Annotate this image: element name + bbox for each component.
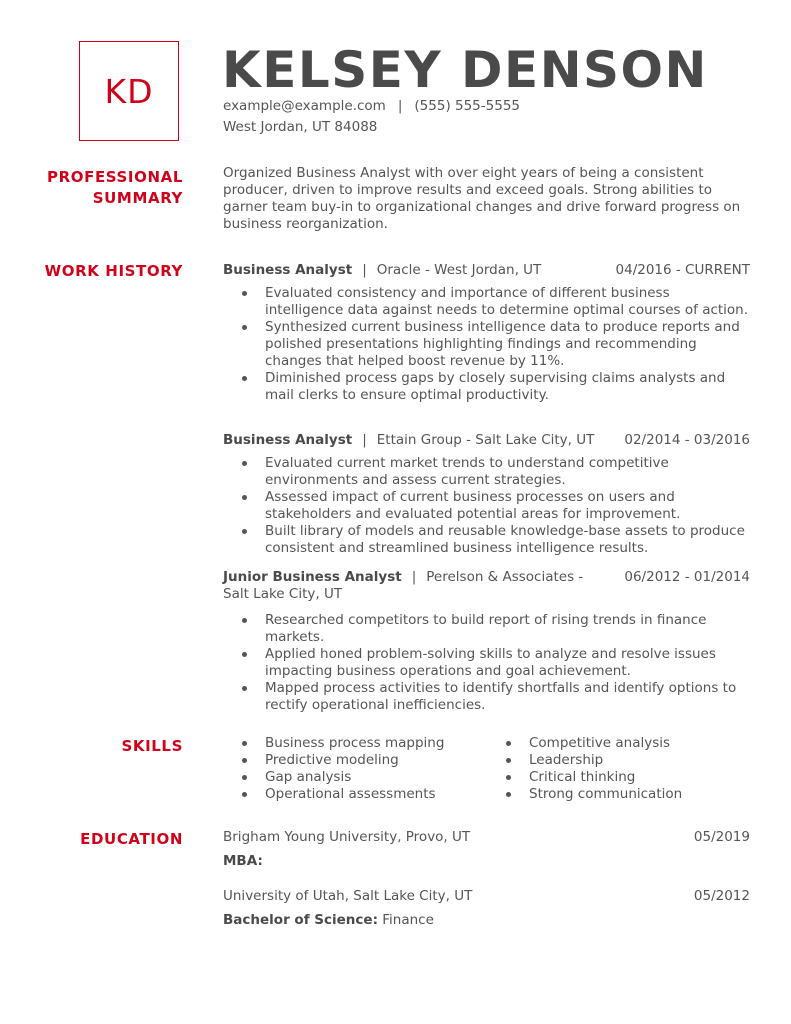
job-bullet: Diminished process gaps by closely supervising claims analysts and mail clerks to ensure optimal productivity. (223, 370, 750, 404)
contact-separator: | (397, 98, 403, 114)
education-field: Finance (382, 912, 434, 928)
education-degree-line (223, 912, 750, 929)
education-entry (223, 888, 750, 929)
candidate-name: KELSEY DENSON (222, 41, 708, 99)
job-header (223, 432, 750, 449)
education-degree: MBA (223, 853, 258, 869)
skill-item: Gap analysis (223, 769, 444, 786)
job-bullet: Synthesized current business intelligence data to produce reports and polished presentations highlighting findings and recommending changes that helped boost revenue by 11%. (223, 319, 750, 370)
job-separator: | (411, 569, 417, 585)
email[interactable]: example@example.com (223, 98, 386, 114)
education-school: Brigham Young University, Provo, UT (223, 829, 471, 845)
section-title-summary-line1: PROFESSIONAL (47, 168, 183, 186)
job-company: Oracle - West Jordan, UT (376, 262, 542, 278)
job-entry (223, 432, 750, 557)
job-title: Business Analyst (223, 262, 353, 278)
job-header (223, 569, 750, 603)
skill-item: Strong communication (487, 786, 682, 803)
address: West Jordan, UT 84088 (223, 119, 378, 135)
skills-column-1 (223, 735, 444, 803)
section-title-summary (30, 167, 183, 209)
job-header (223, 262, 750, 279)
job-dates: 04/2016 - CURRENT (615, 262, 750, 278)
job-separator: | (362, 432, 367, 448)
degree-colon: : (372, 912, 378, 928)
summary-text: Organized Business Analyst with over eight years of being a consistent producer, driven to improve results and exceed goals. Strong abilities to garner team buy-in to organizational changes and drive forward progress on business reorganization. (223, 165, 741, 232)
education-entry (223, 829, 750, 870)
education-header (223, 888, 750, 905)
skill-item: Leadership (487, 752, 682, 769)
section-title-education: EDUCATION (80, 830, 183, 848)
monogram-box (79, 41, 179, 141)
job-company: Ettain Group - Salt Lake City, UT (376, 432, 595, 448)
job-bullet: Researched competitors to build report of rising trends in finance markets. (223, 612, 750, 646)
skills-column-2 (487, 735, 682, 803)
job-title: Business Analyst (223, 432, 353, 448)
job-bullet: Applied honed problem-solving skills to analyze and resolve issues impacting business operations and goal achievement. (223, 646, 750, 680)
education-date: 05/2019 (693, 829, 750, 845)
job-dates: 02/2014 - 03/2016 (624, 432, 750, 448)
job-bullet: Assessed impact of current business processes on users and stakeholders and evaluated potential areas for improvement. (223, 489, 750, 523)
education-degree-line (223, 853, 750, 870)
job-dates: 06/2012 - 01/2014 (624, 569, 750, 585)
job-bullet: Built library of models and reusable knowledge-base assets to produce consistent and streamlined business intelligence results. (223, 523, 750, 557)
education-date: 05/2012 (693, 888, 750, 904)
phone[interactable]: (555) 555-5555 (414, 98, 520, 114)
skill-item: Predictive modeling (223, 752, 444, 769)
section-title-skills: SKILLS (121, 737, 183, 755)
skill-item: Critical thinking (487, 769, 682, 786)
skill-item: Competitive analysis (487, 735, 682, 752)
job-bullets (223, 612, 750, 714)
contact-info (223, 96, 520, 138)
skill-item: Business process mapping (223, 735, 444, 752)
job-entry (223, 262, 750, 404)
job-separator: | (362, 262, 367, 278)
job-bullet: Evaluated current market trends to understand competitive environments and assess current strategies. (223, 455, 750, 489)
job-title: Junior Business Analyst (223, 569, 402, 585)
education-school: University of Utah, Salt Lake City, UT (223, 888, 473, 904)
job-bullets (223, 455, 750, 557)
education-degree: Bachelor of Science (223, 912, 373, 928)
job-bullets (223, 285, 750, 404)
job-bullet: Evaluated consistency and importance of different business intelligence data against needs to determine optimal courses of action. (223, 285, 750, 319)
section-title-summary-line2: SUMMARY (92, 189, 183, 207)
degree-colon: : (257, 853, 263, 869)
section-title-work-history: WORK HISTORY (44, 262, 183, 280)
job-entry (223, 569, 750, 714)
monogram-initials: KD (104, 71, 154, 111)
job-company: Perelson & Associates - Salt Lake City, UT (223, 569, 584, 602)
education-header (223, 829, 750, 846)
job-bullet: Mapped process activities to identify shortfalls and identify options to rectify operational inefficiencies. (223, 680, 750, 714)
skill-item: Operational assessments (223, 786, 444, 803)
